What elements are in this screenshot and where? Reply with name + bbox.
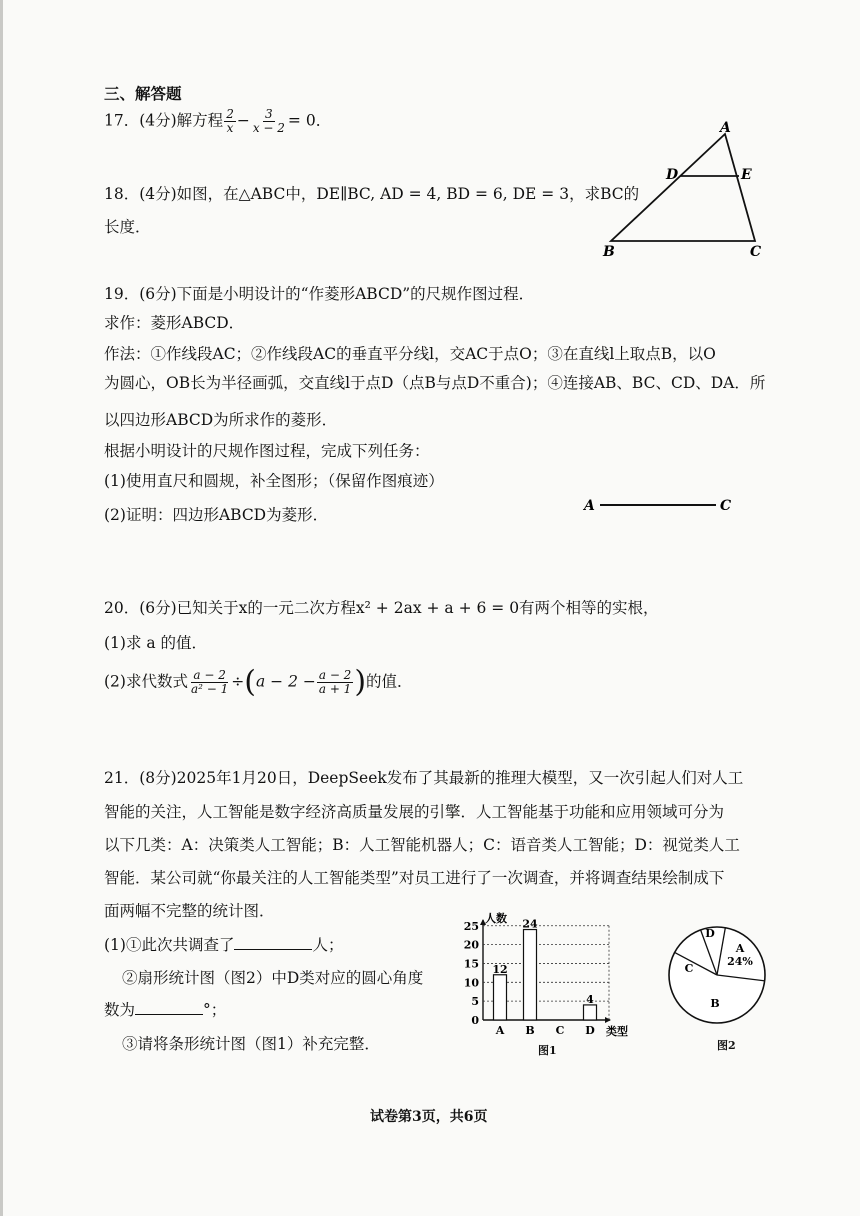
bar-chart-figure-1 (455, 912, 655, 1042)
q18-line-2: 长度． (104, 218, 151, 236)
label-e: E (741, 167, 752, 183)
q19-line-8: (2)证明：四边形ABCD为菱形． (104, 506, 329, 524)
q17-prefix: 17．(4分)解方程 (104, 111, 224, 130)
q21-sub3-post: °； (203, 1001, 227, 1019)
label-b: B (603, 244, 615, 260)
pie-percent-a: 24% (727, 955, 753, 968)
q20-fraction-2 (317, 669, 353, 696)
q21-line-5: 面两幅不完整的统计图． (104, 902, 275, 920)
q18-line-1: 18．(4分)如图，在△ABC中，DE∥BC, AD = 4, BD = 6, DE = 3，求BC的 (104, 185, 640, 203)
q17-suffix: = 0． (287, 111, 332, 130)
section-title: 三、解答题 (104, 84, 182, 103)
pie-label-b: B (710, 997, 720, 1010)
answer-blank-1[interactable] (234, 935, 312, 950)
x-tick-label-d: D (585, 1024, 595, 1037)
segment-ac-figure (580, 495, 740, 517)
q19-line-4: 为圆心，OB长为半径画弧，交直线l于点D（点B与点D不重合)；④连接AB、BC、CD、DA．所 (104, 374, 766, 392)
answer-blank-2[interactable] (135, 1000, 203, 1015)
pie-chart-caption: 图2 (717, 1039, 736, 1052)
seg-label-c: C (720, 498, 732, 514)
q17-fraction-2 (251, 108, 287, 135)
q20-line-2: (1)求 a 的值． (104, 634, 208, 652)
q19-line-6: 根据小明设计的尺规作图过程，完成下列任务： (104, 442, 430, 460)
q17-f1-den: x (226, 121, 234, 135)
q20-divide: ÷ (231, 672, 245, 691)
x-axis-arrow (605, 1017, 611, 1023)
y-tick-label: 5 (471, 995, 479, 1009)
question-17 (104, 108, 331, 135)
q20-rparen: ) (354, 664, 367, 700)
q19-line-2: 求作：菱形ABCD． (104, 314, 245, 332)
page-footer: 试卷第3页，共6页 (370, 1109, 488, 1125)
pie-label-a: A (735, 942, 745, 955)
q17-fraction-1 (224, 108, 236, 135)
q21-sub3-pre: 数为 (104, 1001, 136, 1019)
q21-sub-4: ③请将条形统计图（图1）补充完整． (122, 1035, 380, 1053)
q21-sub-3 (104, 999, 226, 1021)
y-tick-label: 10 (463, 976, 479, 990)
pie-label-c: C (684, 962, 694, 975)
x-tick-label-a: A (495, 1024, 505, 1037)
q17-f1-num: 2 (226, 107, 234, 121)
q19-line-5: 以四边形ABCD为所求作的菱形． (104, 411, 338, 429)
bar-a (494, 975, 507, 1020)
q17-minus: − (236, 111, 250, 130)
q21-sub-2: ②扇形统计图（图2）中D类对应的圆心角度 (122, 969, 424, 987)
q19-line-1: 19．(6分)下面是小明设计的“作菱形ABCD”的尺规作图过程． (104, 285, 535, 303)
seg-label-a: A (584, 498, 595, 514)
q20-e1-num: a − 2 (193, 668, 226, 682)
triangle-figure (595, 118, 775, 263)
question-20-part-2 (104, 664, 413, 700)
bar-d (584, 1005, 597, 1020)
data-label-b: 24 (522, 917, 538, 931)
q21-sub1-post: 人； (312, 936, 344, 954)
q20-line-1: 20．(6分)已知关于x的一元二次方程x² + 2ax + a + 6 = 0有两个相等的实根， (104, 599, 659, 617)
q21-line-2: 智能的关注，人工智能是数字经济高质量发展的引擎．人工智能基于功能和应用领域可分为 (104, 803, 725, 821)
data-label-d: 4 (586, 992, 594, 1006)
pie-label-d: D (705, 927, 715, 940)
x-axis-label: 类型 (606, 1025, 628, 1038)
q21-sub1-pre: (1)①此次共调查了 (104, 936, 235, 954)
q20-e1-den: a² − 1 (190, 682, 229, 696)
label-d: D (666, 167, 679, 183)
y-tick-label: 25 (463, 919, 479, 933)
q19-line-3: 作法：①作线段AC；②作线段AC的垂直平分线l，交AC于点O；③在直线l上取点B，以O (104, 345, 716, 363)
y-tick-label: 20 (463, 938, 479, 952)
q20-e2-num: a − 2 (318, 668, 352, 682)
label-a: A (720, 120, 731, 136)
q20-lparen: ( (244, 664, 256, 700)
q21-line-1: 21．(8分)2025年1月20日，DeepSeek发布了其最新的推理大模型，又一次引起人们对人工 (104, 769, 744, 787)
page-edge (0, 0, 3, 1216)
q17-f2-den: x − 2 (252, 121, 285, 135)
y-axis-label: 人数 (485, 912, 507, 925)
data-label-a: 12 (492, 962, 508, 976)
q19-line-7: (1)使用直尺和圆规，补全图形；（保留作图痕迹） (104, 472, 444, 490)
q20-l3-suffix: 的值． (366, 672, 413, 691)
q21-sub-1 (104, 934, 343, 956)
q21-line-3: 以下几类：A：决策类人工智能；B：人工智能机器人；C：语音类人工智能；D：视觉类人工 (104, 836, 740, 854)
x-tick-label-c: C (555, 1024, 565, 1037)
x-tick-label-b: B (525, 1024, 535, 1037)
bar-b (524, 930, 537, 1020)
pie-chart-figure-2 (662, 920, 772, 1030)
q17-f2-num: 3 (265, 107, 273, 121)
triangle-abc (611, 134, 755, 241)
q20-inner: a − 2 − (255, 672, 316, 691)
q21-line-4: 智能．某公司就“你最关注的人工智能类型”对员工进行了一次调查，并将调查结果绘制成下 (104, 869, 725, 887)
q20-fraction-1 (189, 669, 230, 696)
q20-e2-den: a + 1 (318, 682, 352, 696)
y-tick-label: 0 (471, 1014, 479, 1027)
label-c: C (750, 244, 762, 260)
bar-chart-caption: 图1 (538, 1044, 557, 1057)
q20-l3-prefix: (2)求代数式 (104, 672, 188, 691)
y-tick-label: 15 (463, 957, 479, 971)
